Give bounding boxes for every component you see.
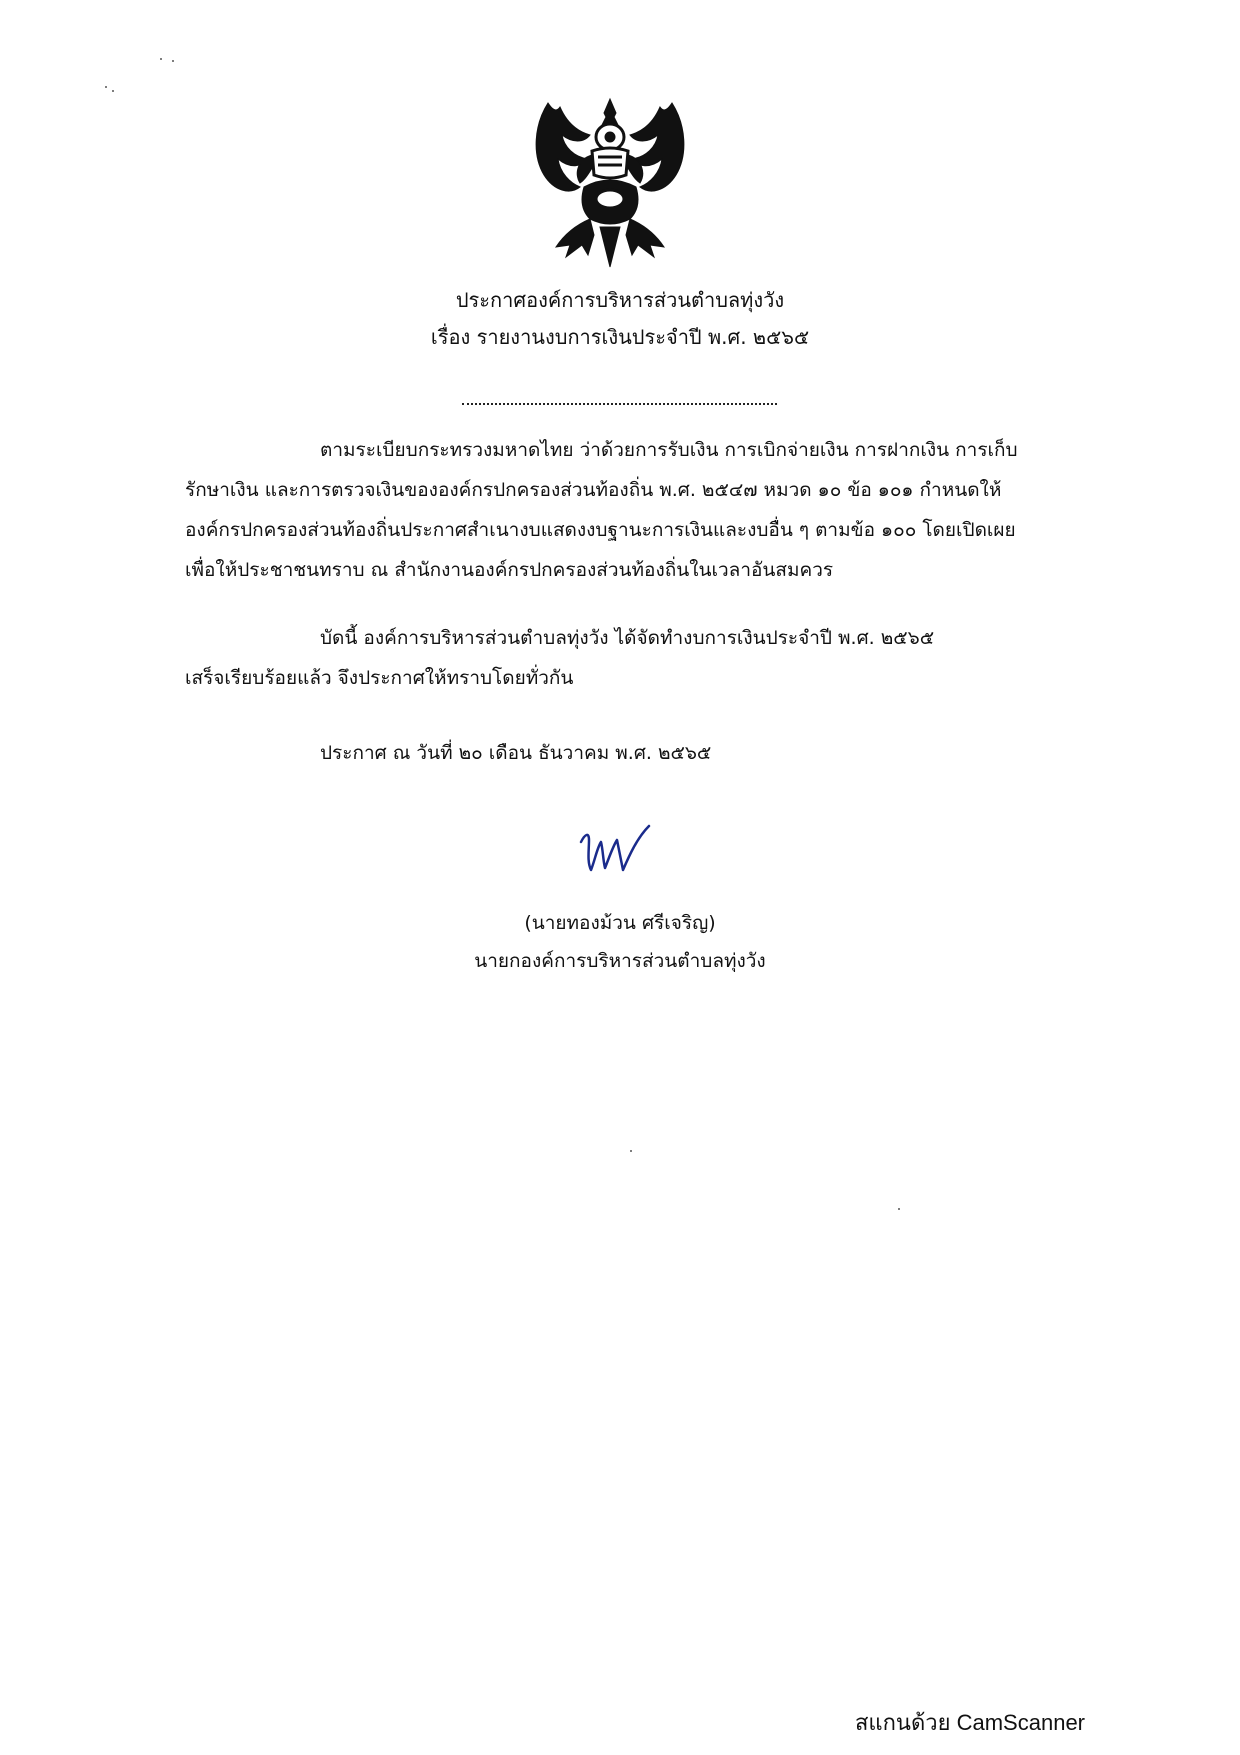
signatory-name: (นายทองม้วน ศรีเจริญ): [524, 912, 716, 934]
scan-speck: [105, 86, 107, 88]
announcement-title: ประกาศองค์การบริหารส่วนตำบลทุ่งวัง: [455, 288, 785, 312]
scan-speck: [898, 1208, 900, 1210]
scan-speck: [160, 58, 162, 60]
paragraph-line: รักษาเงิน และการตรวจเงินขององค์กรปกครองส่วนท้องถิ่น พ.ศ. ๒๕๔๗ หมวด ๑๐ ข้อ ๑๐๑ กำหนดให้: [185, 479, 1002, 501]
handwritten-signature: [575, 820, 655, 880]
paragraph-line: เพื่อให้ประชาชนทราบ ณ สำนักงานองค์กรปกครองส่วนท้องถิ่นในเวลาอันสมควร: [185, 559, 834, 581]
paragraph-line: บัดนี้ องค์การบริหารส่วนตำบลทุ่งวัง ได้จัดทำงบการเงินประจำปี พ.ศ. ๒๕๖๕: [320, 627, 935, 649]
title-divider: [462, 403, 777, 405]
announcement-subject: เรื่อง รายงานงบการเงินประจำปี พ.ศ. ๒๕๖๕: [430, 325, 810, 349]
announcement-date: ประกาศ ณ วันที่ ๒๐ เดือน ธันวาคม พ.ศ. ๒๕๖๕: [320, 742, 712, 764]
paragraph-line: องค์กรปกครองส่วนท้องถิ่นประกาศสำเนางบแสดงงบฐานะการเงินและงบอื่น ๆ ตามข้อ ๑๐๐ โดยเปิดเผย: [185, 519, 1016, 541]
signatory-position: นายกองค์การบริหารส่วนตำบลทุ่งวัง: [474, 950, 766, 972]
scan-speck: [630, 1150, 632, 1152]
body-paragraph-2: [185, 618, 1040, 698]
scan-speck: [172, 60, 174, 62]
scanner-watermark: สแกนด้วย CamScanner: [855, 1710, 1086, 1735]
scan-speck: [112, 90, 114, 92]
paragraph-line: เสร็จเรียบร้อยแล้ว จึงประกาศให้ทราบโดยทั่วกัน: [185, 667, 574, 689]
paragraph-line: ตามระเบียบกระทรวงมหาดไทย ว่าด้วยการรับเงิน การเบิกจ่ายเงิน การฝากเงิน การเก็บ: [320, 439, 1018, 461]
body-paragraph-1: [185, 430, 1040, 590]
garuda-emblem-icon: [530, 95, 690, 270]
